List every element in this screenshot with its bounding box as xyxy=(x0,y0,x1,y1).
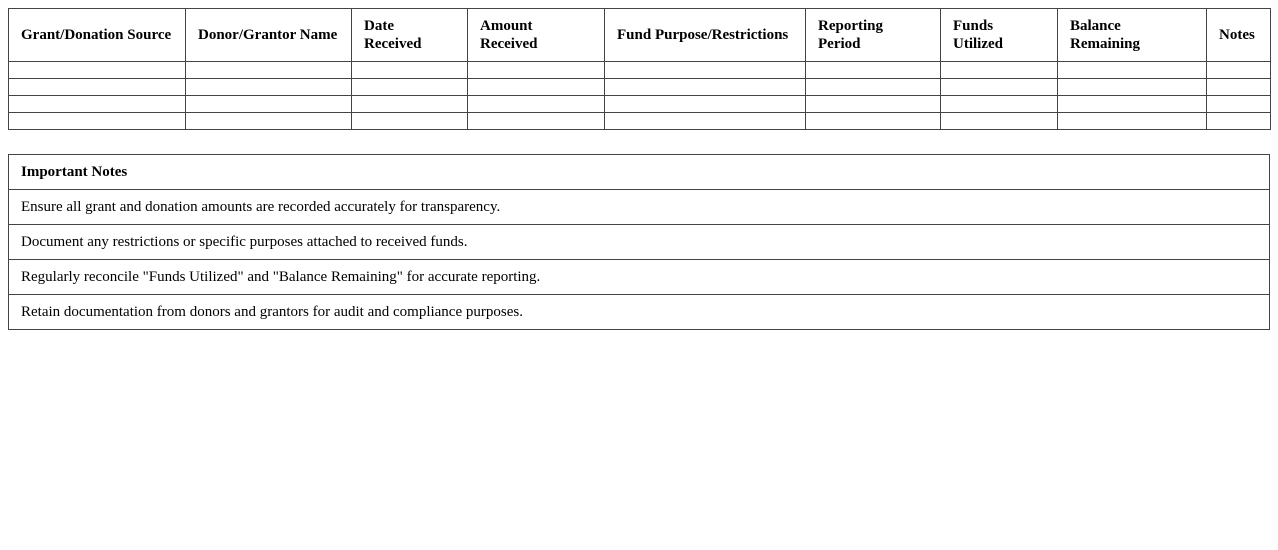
note-item: Regularly reconcile "Funds Utilized" and "Balance Remaining" for accurate reporting. xyxy=(9,260,1270,295)
cell[interactable] xyxy=(605,96,806,113)
note-item: Document any restrictions or specific purposes attached to received funds. xyxy=(9,225,1270,260)
table-row xyxy=(9,79,1271,96)
table-row xyxy=(9,113,1271,130)
note-item: Retain documentation from donors and grantors for audit and compliance purposes. xyxy=(9,295,1270,330)
cell[interactable] xyxy=(9,62,186,79)
cell[interactable] xyxy=(186,113,352,130)
grant-tracking-table xyxy=(8,8,1271,130)
note-item: Ensure all grant and donation amounts are recorded accurately for transparency. xyxy=(9,190,1270,225)
cell[interactable] xyxy=(806,62,941,79)
cell[interactable] xyxy=(352,96,468,113)
cell[interactable] xyxy=(806,79,941,96)
cell[interactable] xyxy=(352,79,468,96)
cell[interactable] xyxy=(352,113,468,130)
header-notes: Notes xyxy=(1207,9,1271,62)
cell[interactable] xyxy=(605,79,806,96)
header-grant-donation-source: Grant/Donation Source xyxy=(9,9,186,62)
header-donor-grantor-name: Donor/Grantor Name xyxy=(186,9,352,62)
cell[interactable] xyxy=(1058,96,1207,113)
header-fund-purpose-restrictions: Fund Purpose/Restrictions xyxy=(605,9,806,62)
table-header-row xyxy=(9,9,1271,62)
cell[interactable] xyxy=(468,79,605,96)
cell[interactable] xyxy=(1207,62,1271,79)
important-notes-table xyxy=(8,154,1270,330)
cell[interactable] xyxy=(9,96,186,113)
cell[interactable] xyxy=(186,96,352,113)
note-row xyxy=(9,190,1270,225)
note-row xyxy=(9,260,1270,295)
cell[interactable] xyxy=(941,62,1058,79)
cell[interactable] xyxy=(605,62,806,79)
cell[interactable] xyxy=(9,113,186,130)
notes-title: Important Notes xyxy=(9,155,1270,190)
cell[interactable] xyxy=(468,96,605,113)
cell[interactable] xyxy=(941,79,1058,96)
header-date-received: Date Received xyxy=(352,9,468,62)
table-row xyxy=(9,62,1271,79)
note-row xyxy=(9,225,1270,260)
cell[interactable] xyxy=(468,62,605,79)
cell[interactable] xyxy=(1058,113,1207,130)
cell[interactable] xyxy=(941,96,1058,113)
cell[interactable] xyxy=(806,96,941,113)
cell[interactable] xyxy=(9,79,186,96)
table-row xyxy=(9,96,1271,113)
header-balance-remaining: Balance Remaining xyxy=(1058,9,1207,62)
cell[interactable] xyxy=(806,113,941,130)
cell[interactable] xyxy=(1207,113,1271,130)
cell[interactable] xyxy=(186,62,352,79)
cell[interactable] xyxy=(1058,79,1207,96)
notes-header-row xyxy=(9,155,1270,190)
cell[interactable] xyxy=(186,79,352,96)
note-row xyxy=(9,295,1270,330)
cell[interactable] xyxy=(1207,96,1271,113)
cell[interactable] xyxy=(1058,62,1207,79)
cell[interactable] xyxy=(941,113,1058,130)
header-amount-received: Amount Received xyxy=(468,9,605,62)
header-reporting-period: Reporting Period xyxy=(806,9,941,62)
header-funds-utilized: Funds Utilized xyxy=(941,9,1058,62)
cell[interactable] xyxy=(352,62,468,79)
cell[interactable] xyxy=(605,113,806,130)
cell[interactable] xyxy=(468,113,605,130)
cell[interactable] xyxy=(1207,79,1271,96)
